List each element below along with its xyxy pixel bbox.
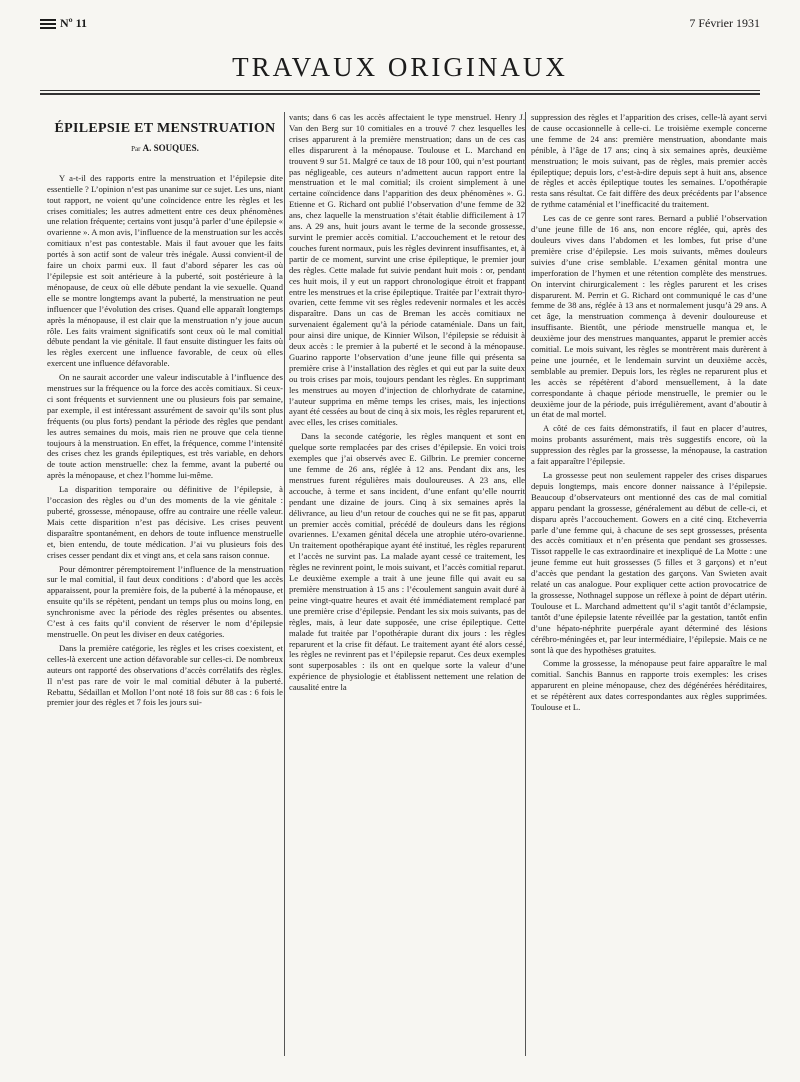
issue-number-glyph-icon [40, 18, 56, 30]
paragraph: La disparition temporaire ou définitive de l’épilepsie, à l’occasion des règles ou d’un des moments de la vie génitale : puberté, grossesse, ménopause, offre au contraire une réelle valeur. Mais cette disparition n’est pas décisive. Les crises peuvent disparaître spontanément, en dehors de toute influence menstruelle et, bien entendu, de toute médication. J’ai vu plusieurs fois des crises cesser pendant dix et vingt ans, et cela sans raison connue. [47, 484, 283, 560]
header-rule [40, 90, 760, 91]
column-3 [531, 112, 767, 1060]
paragraph: Les cas de ce genre sont rares. Bernard a publié l’observation d’une jeune fille de 16 ans, non encore réglée, qui, après des douleurs vives dans l’abdomen et les lombes, fut prise d’une première crise d’épilepsie. Les mois suivants, mêmes douleurs suivies d’une crise semblable. L’examen génital montra une imperforation de l’hymen et une rétention complète des menstrues. On intervint chirurgicalement : les règles parurent et les crises disparurent. M. Perrin et G. Richard ont communiqué le cas d’une femme de 38 ans, réglée à 13 ans et normalement jusqu’à 29 ans. A cet âge, la menstruation commença à devenir douloureuse et insuffisante. Bientôt, une période menstruelle manqua et, le deuxième jour des menstrues manquantes, apparut le premier accès comitial. Le mois suivant, les règles se montrèrent mais durèrent à peine une journée, et le lendemain survint un deuxième accès, semblable au premier. Depuis lors, les règles ne reparurent plus et les accès se répétèrent d’abord mensuellement, à la date correspondante à chaque période menstruelle, le premier ou le deuxième jour de la période, puis irrégulièrement, avant d’aboutir à un état de mal mortel. [531, 213, 767, 420]
issue-number-text: Nº 11 [60, 16, 87, 30]
section-title: TRAVAUX ORIGINAUX [232, 52, 568, 82]
paragraph: Comme la grossesse, la ménopause peut faire apparaître le mal comitial. Sanchis Bannus en rapporte trois exemples: les crises apparurent en pleine ménopause, chez des dégénérées héréditaires, et se répétèrent aux dates correspondantes aux règles supprimées. Toulouse et L. [531, 658, 767, 713]
paragraph: On ne saurait accorder une valeur indiscutable à l’influence des menstrues sur la fréquence ou la force des accès comitiaux. Si ceux-ci sont fréquents et surviennent une ou plusieurs fois par semaine, par exemple, il est intéressant assurément de savoir qu’ils sont plus fréquents (ou plus forts) pendant la période des règles que pendant les autres semaines du mois, mais rien ne prouve que cela tienne toujours à la menstruation. En effet, la fréquence, comme l’intensité des crises chez les grands épileptiques, est très variable, en dehors de toute action menstruelle: chez la femme, avant la puberté ou après la ménopause, et chez l’homme lui-même. [47, 372, 283, 481]
paragraph: Dans la seconde catégorie, les règles manquent et sont en quelque sorte remplacées par des crises d’épilepsie. En voici trois exemples que j’ai observés avec E. Gilbrin. Le premier concerne une femme de 26 ans, réglée à 12 ans. Pendant dix ans, les menstrues furent régulières mais douloureuses. A 23 ans, elle accouche, à terme et sans incident, d’une enfant qu’elle nourrit pendant une dizaine de jours. Cinq à six semaines après la délivrance, au lieu d’un retour de couches qui ne se fit pas, apparut un premier accès comitial, précédé de douleurs dans les régions ovariennes. L’examen génital décela une atrophie utéro-ovarienne. Un traitement opothérapique ayant été institué, les règles reparurent et l’accès ne survint pas. La malade ayant cessé ce traitement, les règles ne revinrent point, le mois suivant, et l’accès comitial reparut. Le deuxième exemple a trait à une jeune fille qui avait eu sa première menstruation à 15 ans : l’écoulement sanguin avait duré à peine vingt-quatre heures et avait été immédiatement remplacé par une première crise d’épilepsie. Pendant les six mois suivants, pas de règles, mais, à leur date supposée, une crise épileptique. Cette malade fut traitée par l’opothérapie durant dix jours : les règles reparurent et la crise fit défaut. Le traitement ayant été alors cessé, les règles ne revinrent pas et l’épilepsie reparut. Ces deux exemples sont superposables : ils ont en quelque sorte la valeur d’une expérience de physiologie et établissent nettement une relation de causalité entre la [289, 431, 525, 693]
paragraph: Pour démontrer péremptoirement l’influence de la menstruation sur le mal comitial, il faut deux conditions : d’abord que les accès apparaissent, pour la première fois, de la puberté à la ménopause, et ensuite qu’ils se répètent, pendant un temps plus ou moins long, en synchronisme avec la période des règles présentes ou absentes. C’est à ces faits qu’il convient de réserver le nom d’épilepsie menstruelle. On peut les diviser en deux catégories. [47, 563, 283, 639]
paragraph: La grossesse peut non seulement rappeler des crises disparues depuis longtemps, mais encore donner naissance à l’épilepsie. Beaucoup d’observateurs ont mentionné des cas de mal comitial apparu pendant la grossesse, généralement au début de celle-ci, et disparu après l’accouchement. Gowers en a cité cinq. Etcheverria parle d’une femme qui, à chacune de ses sept grossesses, présenta des accès comitiaux et n’en présenta que pendant ses grossesses. Tissot rappelle le cas extraordinaire et inexpliqué de La Motte : une jeune femme eut huit grossesses (5 filles et 3 garçons) et n’eut d’accès que pendant la gestation des garçons. Van Swieten avait relaté un cas analogue. Pour expliquer cette action provocatrice de la grossesse, Nothnagel suppose un réflexe à point de départ utérin. Toulouse et L. Marchand admettent qu’il s’agit tantôt d’éclampsie, tantôt d’une épilepsie latente réveillée par la gestation, tantôt enfin d’une hépato-néphrite puerpérale ayant déterminé des lésions cérébro-méningées et, par leur intermédiaire, l’épilepsie. Mais ce ne sont là que des hypothèses gratuites. [531, 470, 767, 655]
issue-number [40, 16, 87, 31]
byline [47, 143, 283, 155]
article-title: ÉPILEPSIE ET MENSTRUATION [54, 121, 276, 136]
column-2 [289, 112, 525, 1060]
issue-date: 7 Février 1931 [689, 16, 760, 30]
running-head [40, 16, 760, 31]
author-name: A. SOUQUES. [142, 142, 199, 153]
column-1 [47, 120, 283, 1060]
paragraph: vants; dans 6 cas les accès affectaient le type menstruel. Henry J. Van den Berg sur 10 comitiales en a trouvé 7 chez lesquelles les crises apparurent à la première menstruation; dans un de ces cas elles disparurent à la ménopause. Toulouse et L. Marchand en trouvent 9 sur 51. Malgré ce taux de 18 pour 100, qui n’est pourtant pas négligeable, ces auteurs n’admettent aucun rapport entre la menstruation et le mal comitial; ils croient simplement à une certaine coïncidence dans l’apparition des deux phénomènes ». G. Etienne et G. Richard ont publié l’observation d’une femme de 32 ans, chez laquelle la menstruation s’était établie difficilement à 17 ans. A 29 ans, huit jours avant le terme de la seconde grossesse, survint le premier accès comitial. L’accouchement et le retour des couches furent normaux, puis les règles devinrent insuffisantes, et, à partir de ce moment, survint une crise épileptique, le premier jour des règles. Cette malade fut suivie pendant huit mois : or, pendant ces huit mois, il y eut un rapport chronologique étroit et frappant entre les menstrues et la crise épileptique. Traitée par l’extrait thyro-ovarien, cette femme vit ses règles redevenir normales et les accès disparaître. Dans un cas de Breman les accès comitiaux ne survenaient également qu’à la période cataméniale. Dans un fait, pour ainsi dire unique, de Kinnier Wilson, l’épilepsie se réduisit à deux accès : le premier à la puberté et le second à la ménopause. Guarino rapporte l’observation d’une jeune fille qui présenta sa première crise à l’installation des règles et qui eut par la suite deux ou trois crises par mois, toujours pendant les règles. En supprimant les menstrues au moyen d’injection de chlorhydrate de catarnine, l’auteur supprima en même temps les crises, mais, les injections ayant été cessées au bout de cinq à six mois, les règles reparurent et, avec elles, les crises comitiales. [289, 112, 525, 428]
paragraph: Y a-t-il des rapports entre la menstruation et l’épilepsie dite essentielle ? L’opinion n’est pas unanime sur ce sujet. Les uns, niant tout rapport, ne voient qu’une coïncidence entre les règles et les crises comitiales; les autres admettent entre ces deux phénomènes une relation fréquente; certains vont jusqu’à parler d’une épilepsie « ovarienne ». A mon avis, l’influence de la menstruation sur les accès comitiaux n’est pas contestable. Mais il faut avouer que les faits portés à son actif sont de valeur très inégale. Aussi convient-il de faire un choix parmi eux. Il faut d’abord séparer les cas où l’épilepsie est soit antérieure à la puberté, soit postérieure à la ménopause, de ceux où elle débute pendant la vie sexuelle. Quand elle se montre longtemps avant la puberté, la menstruation ne peut influencer que l’évolution des crises. Quand elle apparaît longtemps après la ménopause, il est clair que la menstruation n’y joue aucun rôle. Les faits vraiment significatifs sont ceux où le mal comitial débute pendant la vie génitale. Il faut ensuite distinguer les faits où les règles exercent une influence favorable, de ceux où elles exercent une influence défavorable. [47, 172, 283, 369]
byline-prefix: Par [131, 144, 141, 153]
column-divider [284, 112, 285, 1056]
paragraph: Dans la première catégorie, les règles et les crises coexistent, et celles-là exercent une action défavorable sur celles-ci. De nombreux auteurs ont rapporté des observations d’accès corrélatifs des règles. Il n’est pas rare de voir le mal comitial débuter à la puberté. Rebattu, Sédaillan et Mollon l’ont noté 18 fois sur 88 cas : 6 fois le premier jour des règles et 7 fois les jours sui- [47, 642, 283, 708]
header-rule-thick [40, 93, 760, 95]
paragraph: suppression des règles et l’apparition des crises, celle-là ayant servi de cause occasionnelle à celle-ci. Le troisième exemple concerne une femme de 24 ans: première menstruation, abondante mais pénible, à l’âge de 17 ans; cinq à six semaines après, deuxième menstruation; le mois suivant, pas de règles, mais premier accès épileptique; depuis lors, c’est-à-dire depuis sept à huit ans, absence de règles et accès épileptique toutes les semaines. L’opothérapie resta sans résultat. Ce fait diffère des deux précédents par l’absence de rythme cataménial et l’inefficacité du traitement. [531, 112, 767, 210]
column-divider [525, 112, 526, 1056]
paragraph: A côté de ces faits démonstratifs, il faut en placer d’autres, moins probants assurément, mais très suggestifs encore, où la suppression des règles par la grossesse, la ménopause, la castration a fait apparaître l’épilepsie. [531, 423, 767, 467]
